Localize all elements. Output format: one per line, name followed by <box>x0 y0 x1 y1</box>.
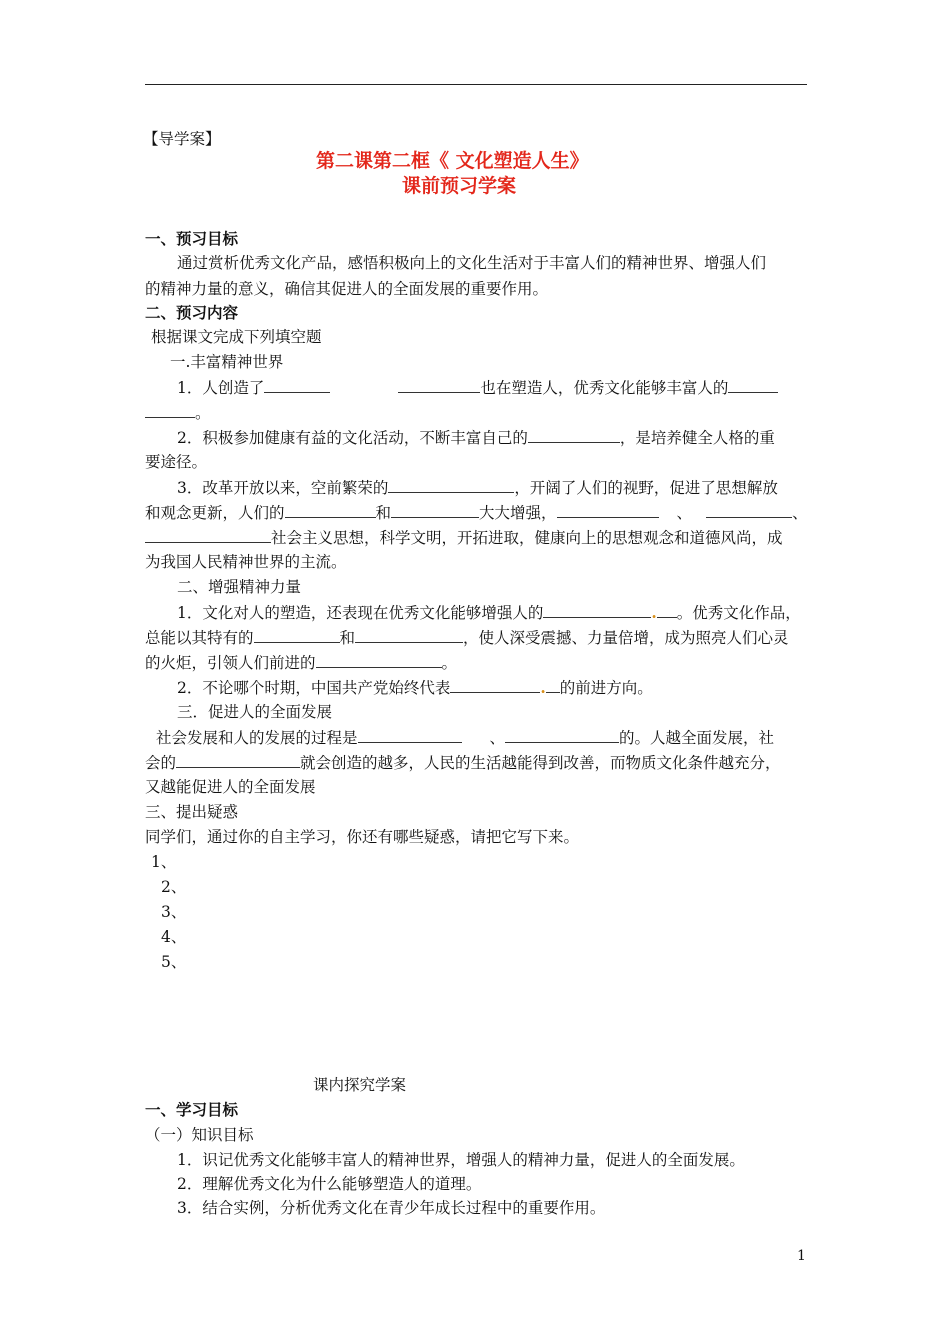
page-number: 1 <box>797 1248 806 1264</box>
blank[interactable] <box>728 377 778 393</box>
section-heading-preview-content: 二、预习内容 <box>145 303 239 322</box>
blank[interactable] <box>145 402 195 418</box>
question-line: 总能以其特有的 和 ，使人深受震撼、力量倍增，成为照亮人们心灵 <box>145 629 789 647</box>
section-heading-learning-goal: 一、学习目标 <box>145 1100 239 1119</box>
blank[interactable] <box>176 752 300 768</box>
blank[interactable] <box>145 527 271 543</box>
blank[interactable] <box>388 477 514 493</box>
subsection-title: （一）知识目标 <box>145 1126 254 1144</box>
question-line: 会的 就会创造的越多，人民的生活越能得到改善，而物质文化条件越充分， <box>145 754 781 772</box>
blank[interactable] <box>450 677 540 693</box>
blank[interactable] <box>264 377 330 393</box>
paragraph-line: 通过赏析优秀文化产品，感悟积极向上的文化生活对于丰富人们的精神世界、增强人们 <box>177 254 767 272</box>
blank[interactable] <box>706 502 792 518</box>
blank[interactable] <box>546 677 560 693</box>
question-line: 为我国人民精神世界的主流。 <box>145 553 347 571</box>
question-line: 要途径。 <box>145 453 208 471</box>
title-line-1: 第二课第二框《 文化塑造人生》 <box>316 150 589 172</box>
subsection-title: 一.丰富精神世界 <box>170 353 284 371</box>
list-item: 4、 <box>161 928 187 946</box>
list-item: 3．结合实例，分析优秀文化在青少年成长过程中的重要作用。 <box>177 1199 606 1217</box>
blank[interactable] <box>358 727 462 743</box>
explore-title: 课内探究学案 <box>313 1076 407 1094</box>
paragraph-line: 的精神力量的意义，确信其促进人的全面发展的重要作用。 <box>145 280 549 298</box>
question-line: 又越能促进人的全面发展 <box>145 778 316 796</box>
question-line: 社会主义思想，科学文明，开拓进取，健康向上的思想观念和道德风尚，成 <box>145 527 783 548</box>
blank[interactable] <box>398 377 480 393</box>
list-item: 2、 <box>161 878 187 896</box>
blank[interactable] <box>355 627 463 643</box>
blank[interactable] <box>316 652 442 668</box>
subsection-title: 三．促进人的全面发展 <box>177 703 333 721</box>
question-line: 和观念更新，人们的 和 大大增强， 、 、 <box>145 504 808 522</box>
blank[interactable] <box>543 602 651 618</box>
list-item: 1、 <box>151 853 177 871</box>
subsection-title: 二、增强精神力量 <box>177 578 302 596</box>
list-item: 5、 <box>161 953 187 971</box>
list-item: 1．识记优秀文化能够丰富人的精神世界，增强人的精神力量，促进人的全面发展。 <box>177 1151 745 1169</box>
question-line: 。 <box>145 402 211 423</box>
question-line: 2．不论哪个时期，中国共产党始终代表 . 的前进方向。 <box>177 678 653 697</box>
question-line: 2．积极参加健康有益的文化活动，不断丰富自己的 ，是培养健全人格的重 <box>177 429 775 447</box>
title-line-2: 课前预习学案 <box>402 175 517 197</box>
blank[interactable] <box>557 502 659 518</box>
question-line: 的火炬，引领人们前进的 。 <box>145 654 458 672</box>
blank[interactable] <box>528 427 620 443</box>
section-heading-questions: 三、提出疑惑 <box>145 803 239 821</box>
question-line: 1．文化对人的塑造，还表现在优秀文化能够增强人的 . 。优秀文化作品， <box>177 603 801 622</box>
question-line: 3．改革开放以来，空前繁荣的 ，开阔了人们的视野，促进了思想解放 <box>177 479 778 497</box>
blank[interactable] <box>505 727 619 743</box>
blank[interactable] <box>285 502 376 518</box>
section-prompt: 同学们，通过你的自主学习，你还有哪些疑惑，请把它写下来。 <box>145 828 580 846</box>
question-line: 社会发展和人的发展的过程是 、 的。人越全面发展，社 <box>156 729 775 747</box>
list-item: 3、 <box>161 903 187 921</box>
blank[interactable] <box>657 602 677 618</box>
section-heading-preview-goal: 一、预习目标 <box>145 229 239 248</box>
list-item: 2．理解优秀文化为什么能够塑造人的道理。 <box>177 1175 482 1193</box>
blank[interactable] <box>391 502 479 518</box>
header-rule <box>145 84 807 85</box>
blank[interactable] <box>254 627 340 643</box>
section-intro: 根据课文完成下列填空题 <box>151 328 322 346</box>
question-line: 1．人创造了 也在塑造人，优秀文化能够丰富人的 <box>177 377 778 398</box>
doc-tag: 【导学案】 <box>143 130 221 148</box>
